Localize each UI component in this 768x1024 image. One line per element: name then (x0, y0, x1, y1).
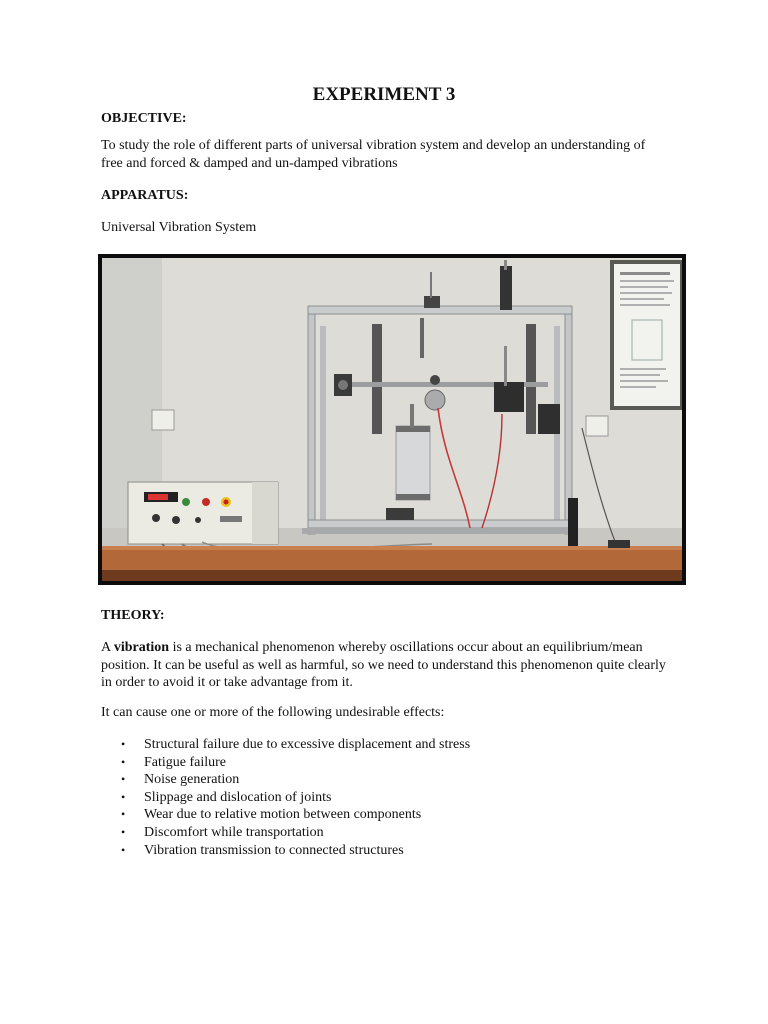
list-item (101, 842, 661, 860)
list-item (101, 824, 661, 842)
wall-poster (610, 260, 682, 410)
list-item (101, 806, 661, 824)
term-equilibrium: equilibrium/mean (543, 640, 643, 655)
bullet-icon: • (121, 737, 126, 751)
list-item (101, 736, 661, 754)
sensor-pickup (608, 540, 630, 548)
bullet-icon: • (121, 807, 126, 822)
apparatus-heading: APPARATUS: (101, 188, 189, 203)
apparatus-illustration (102, 258, 682, 581)
objective-text (101, 137, 681, 172)
theory-p1-line-3: in order to avoid it or take advantage from it. (101, 675, 353, 690)
bullet-icon: • (121, 772, 126, 787)
objective-line-1: To study the role of different parts of universal vibration system and develop an understanding of (101, 138, 646, 153)
control-box (128, 482, 278, 544)
text-run: occur about an (453, 640, 544, 655)
effect-text: Noise generation (144, 772, 240, 788)
objective-heading: OBJECTIVE: (101, 111, 187, 126)
theory-heading: THEORY: (101, 608, 165, 623)
list-item (101, 789, 661, 807)
bullet-icon: • (121, 789, 126, 804)
theory-p1-line-2: position. It can be useful as well as harmful, so we need to understand this phenomenon quite clearly (101, 657, 666, 673)
effect-text: Discomfort while transportation (144, 824, 324, 840)
bullet-icon: • (121, 842, 126, 857)
effect-text: Vibration transmission to connected structures (144, 842, 404, 858)
term-oscillations: oscillations (389, 640, 454, 655)
bullet-icon: • (121, 754, 126, 769)
list-item (101, 754, 661, 772)
list-item (101, 771, 661, 789)
effects-list (101, 736, 661, 859)
text-run: is a mechanical phenomenon whereby (169, 640, 390, 655)
page-title: EXPERIMENT 3 (312, 84, 456, 105)
effect-text: Fatigue failure (144, 754, 227, 770)
text-run: A (101, 640, 114, 655)
apparatus-text: Universal Vibration System (101, 220, 257, 235)
bullet-icon: • (121, 824, 126, 839)
effect-text: Slippage and dislocation of joints (144, 789, 332, 805)
wall-socket-right (586, 416, 608, 436)
term-vibration: vibration (113, 640, 170, 655)
theory-paragraph-2: It can cause one or more of the following undesirable effects: (101, 705, 445, 720)
apparatus-photo (98, 254, 686, 585)
theory-p1-line-1 (101, 639, 681, 657)
effect-text: Structural failure due to excessive displacement and stress (144, 737, 471, 752)
wall-socket-left (152, 410, 174, 430)
objective-line-2: free and forced & damped and un-damped vibrations (101, 155, 398, 171)
effect-text: Wear due to relative motion between components (144, 807, 422, 823)
theory-paragraph-1 (101, 639, 681, 692)
